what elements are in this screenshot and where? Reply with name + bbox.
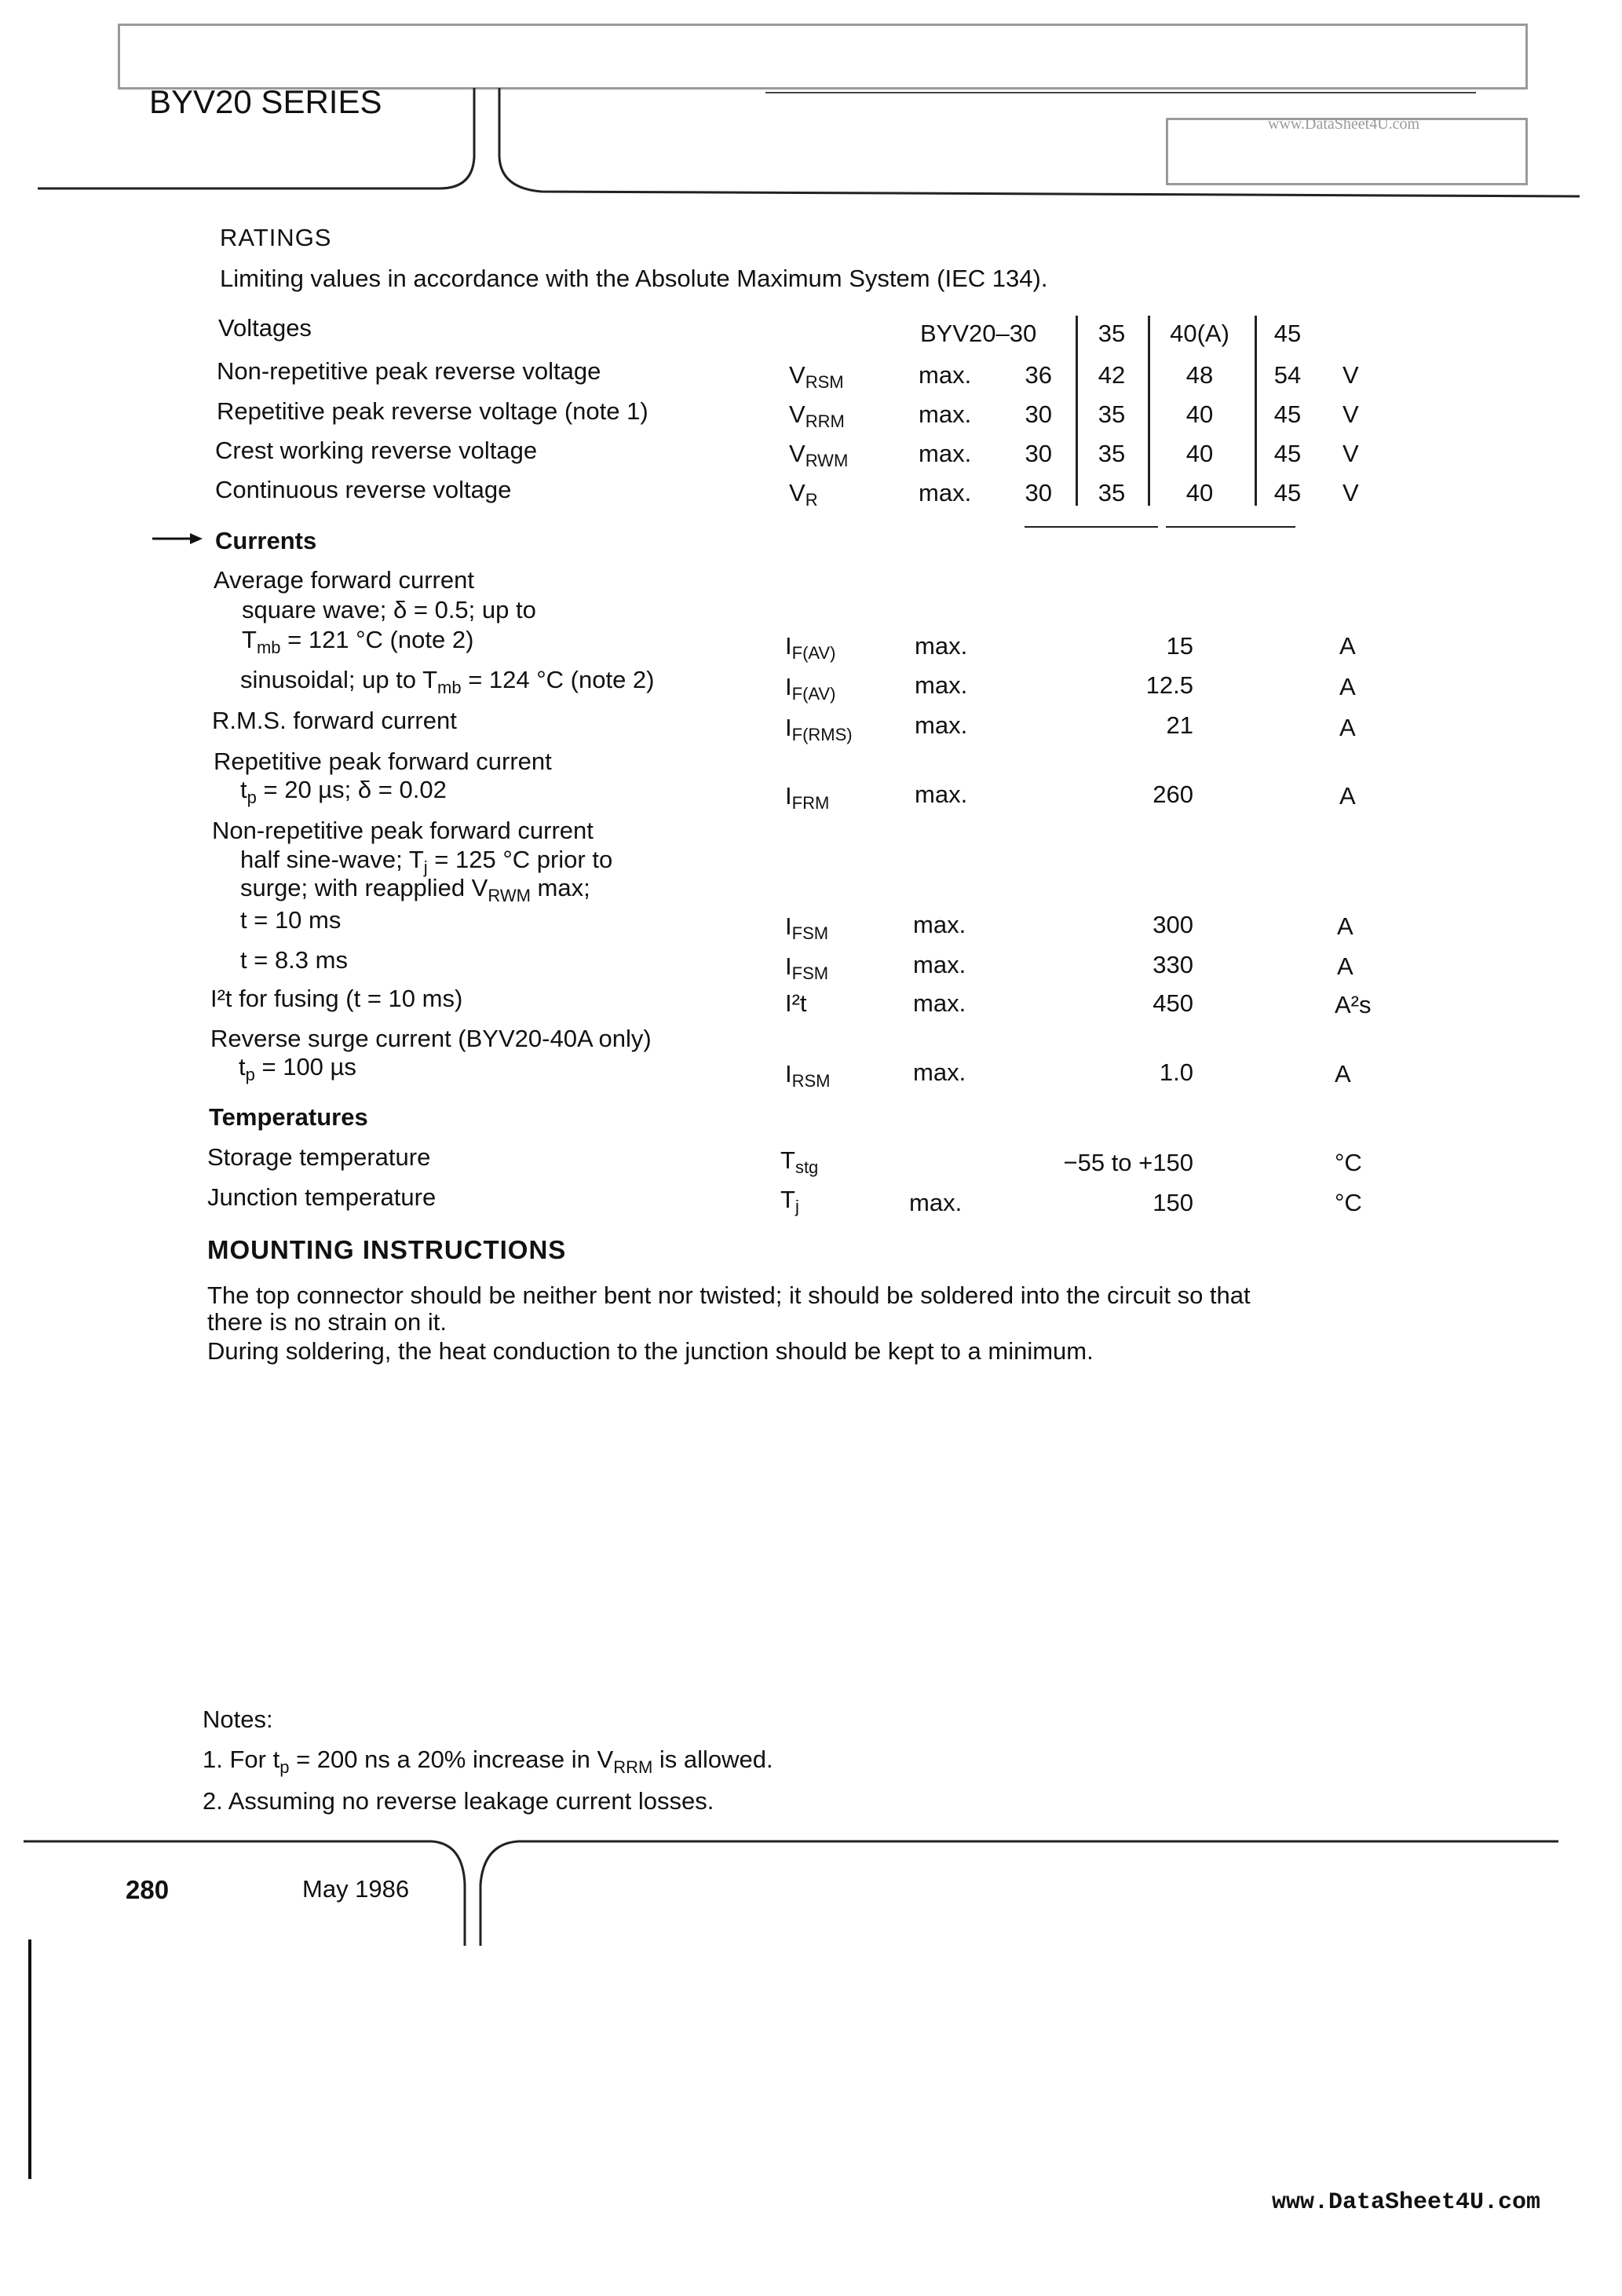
voltage-value: 40 <box>1185 400 1214 428</box>
series-title: BYV20 SERIES <box>149 83 382 120</box>
frm-current-symbol: $I_{FRM}$ <box>785 782 830 813</box>
i2t-label: I²t for fusing (t = 10 ms) <box>210 985 463 1012</box>
notes-title: Notes: <box>203 1706 273 1733</box>
i2t-qualifier: max. <box>913 989 966 1017</box>
voltage-value: 30 <box>1025 400 1052 428</box>
watermark-bottom: www.DataSheet4U.com <box>1272 2189 1541 2216</box>
column-underline <box>1166 526 1295 528</box>
square-wave-unit: A <box>1339 632 1356 660</box>
voltage-unit: V <box>1343 479 1359 506</box>
col-header-40: 40(A) <box>1170 320 1229 347</box>
mounting-line-3: During soldering, the heat conduction to the junction should be kept to a minimum. <box>207 1337 1094 1365</box>
rms-current-symbol: $I_{F(RMS)}$ <box>785 714 853 744</box>
voltage-row-qualifier: max. <box>919 440 972 467</box>
rsm-current-condition: $t_p = 100$ µs <box>239 1053 356 1085</box>
junction-temp-unit: °C <box>1335 1189 1362 1216</box>
voltage-row-symbol: $V_R$ <box>789 479 818 510</box>
mounting-line-1: The top connector should be neither bent nor twisted; it should be soldered into the circuit so that <box>207 1281 1251 1309</box>
voltage-row-qualifier: max. <box>919 479 972 506</box>
sinusoidal-symbol: $I_{F(AV)}$ <box>785 673 836 704</box>
square-wave-temp: $T_{mb} = 121$ °C (note 2) <box>242 626 474 658</box>
currents-heading: Currents <box>215 527 317 554</box>
temperatures-heading: Temperatures <box>209 1103 368 1131</box>
rsm-current-label: Reverse surge current (BYV20-40A only) <box>210 1025 652 1052</box>
storage-temp-symbol: $T_{stg}$ <box>780 1146 819 1177</box>
voltage-value: 48 <box>1185 361 1214 389</box>
voltage-value: 36 <box>1025 361 1052 389</box>
junction-temp-qualifier: max. <box>909 1189 963 1216</box>
square-wave-qualifier: max. <box>915 632 968 660</box>
voltage-value: 35 <box>1098 440 1126 467</box>
fsm-value-2: 330 <box>1153 951 1193 978</box>
voltage-row-qualifier: max. <box>919 400 972 428</box>
ratings-subtitle: Limiting values in accordance with the Absolute Maximum System (IEC 134). <box>220 265 1048 292</box>
avg-forward-current-label: Average forward current <box>214 566 474 594</box>
column-divider <box>1148 316 1150 506</box>
voltage-value: 30 <box>1025 479 1052 506</box>
voltage-value: 54 <box>1273 361 1302 389</box>
storage-temp-unit: °C <box>1335 1149 1362 1176</box>
voltage-value: 45 <box>1273 440 1302 467</box>
sinusoidal-condition: sinusoidal; up to $T_{mb} = 124$ °C (note 2) <box>240 666 655 698</box>
sinusoidal-qualifier: max. <box>915 671 968 699</box>
frm-current-condition: $t_p = 20$ µs; δ = 0.02 <box>240 776 447 808</box>
sinusoidal-value: 12.5 <box>1145 671 1193 699</box>
change-arrow-icon <box>151 531 206 547</box>
storage-temp-label: Storage temperature <box>207 1143 431 1171</box>
page-date: May 1986 <box>302 1875 410 1903</box>
fsm-time-2: t = 8.3 ms <box>240 946 348 974</box>
ratings-title: RATINGS <box>220 224 332 251</box>
storage-temp-value: −55 to +150 <box>1063 1149 1193 1176</box>
i2t-unit: A²s <box>1335 991 1372 1018</box>
voltage-value: 35 <box>1098 479 1126 506</box>
voltage-row-symbol: $V_{RSM}$ <box>789 361 844 392</box>
fsm-value-1: 300 <box>1153 911 1193 938</box>
fsm-condition-2: surge; with reapplied $V_{RWM}$ max; <box>240 874 590 906</box>
voltage-row-label: Crest working reverse voltage <box>215 437 538 464</box>
rms-current-value: 21 <box>1166 711 1193 739</box>
voltage-value: 35 <box>1098 400 1126 428</box>
col-header-45: 45 <box>1273 320 1302 347</box>
mounting-title: MOUNTING INSTRUCTIONS <box>207 1235 567 1264</box>
sinusoidal-unit: A <box>1339 673 1356 700</box>
fsm-qualifier-1: max. <box>913 911 966 938</box>
note-2: 2. Assuming no reverse leakage current losses. <box>203 1787 714 1815</box>
voltage-value: 42 <box>1098 361 1126 389</box>
voltage-value: 45 <box>1273 479 1302 506</box>
column-divider <box>1076 316 1078 506</box>
header-rule <box>0 0 1622 204</box>
fsm-symbol-1: $I_{FSM}$ <box>785 912 829 943</box>
junction-temp-value: 150 <box>1153 1189 1193 1216</box>
voltage-unit: V <box>1343 361 1359 389</box>
fsm-unit-2: A <box>1337 952 1353 980</box>
rsm-current-symbol: $I_{RSM}$ <box>785 1060 831 1091</box>
voltage-value: 40 <box>1185 440 1214 467</box>
rms-current-qualifier: max. <box>915 711 968 739</box>
voltage-row-symbol: $V_{RWM}$ <box>789 440 849 470</box>
fsm-condition-1: half sine-wave; $T_j = 125$ °C prior to <box>240 846 613 878</box>
note-1: 1. For $t_p = 200$ ns a 20% increase in $V_{RRM}$ is allowed. <box>203 1746 773 1778</box>
frm-current-value: 260 <box>1153 781 1193 808</box>
footer-rule <box>0 1806 1622 2214</box>
voltage-row-qualifier: max. <box>919 361 972 389</box>
i2t-symbol: I²t <box>785 989 807 1017</box>
frm-current-label: Repetitive peak forward current <box>214 748 552 775</box>
junction-temp-label: Junction temperature <box>207 1183 437 1211</box>
i2t-value: 450 <box>1153 989 1193 1017</box>
rms-current-unit: A <box>1339 714 1356 741</box>
voltage-value: 45 <box>1273 400 1302 428</box>
watermark-top: www.DataSheet4U.com <box>1268 115 1420 133</box>
rsm-current-unit: A <box>1335 1060 1351 1088</box>
col-header-30: BYV20–30 <box>920 320 1037 347</box>
voltage-row-label: Continuous reverse voltage <box>215 476 512 503</box>
voltage-unit: V <box>1343 400 1359 428</box>
col-header-35: 35 <box>1098 320 1126 347</box>
fsm-unit-1: A <box>1337 912 1353 940</box>
square-wave-condition: square wave; δ = 0.5; up to <box>242 596 536 623</box>
rms-current-label: R.M.S. forward current <box>212 707 457 734</box>
page-number: 280 <box>126 1875 170 1904</box>
voltage-row-label: Repetitive peak reverse voltage (note 1) <box>217 397 648 425</box>
square-wave-symbol: $I_{F(AV)}$ <box>785 632 836 663</box>
fsm-qualifier-2: max. <box>913 951 966 978</box>
fsm-current-label: Non-repetitive peak forward current <box>212 817 594 844</box>
voltages-heading: Voltages <box>218 314 312 342</box>
voltage-row-symbol: $V_{RRM}$ <box>789 400 845 431</box>
fsm-time-1: t = 10 ms <box>240 906 342 934</box>
square-wave-value: 15 <box>1166 632 1193 660</box>
frm-current-unit: A <box>1339 782 1356 810</box>
voltage-value: 40 <box>1185 479 1214 506</box>
rsm-current-qualifier: max. <box>913 1058 966 1086</box>
fsm-symbol-2: $I_{FSM}$ <box>785 952 829 983</box>
junction-temp-symbol: $T_j$ <box>780 1186 799 1216</box>
frm-current-qualifier: max. <box>915 781 968 808</box>
mounting-line-2: there is no strain on it. <box>207 1308 447 1336</box>
voltage-unit: V <box>1343 440 1359 467</box>
voltage-row-label: Non-repetitive peak reverse voltage <box>217 357 601 385</box>
column-underline <box>1025 526 1158 528</box>
rsm-current-value: 1.0 <box>1159 1058 1193 1086</box>
voltage-value: 30 <box>1025 440 1052 467</box>
